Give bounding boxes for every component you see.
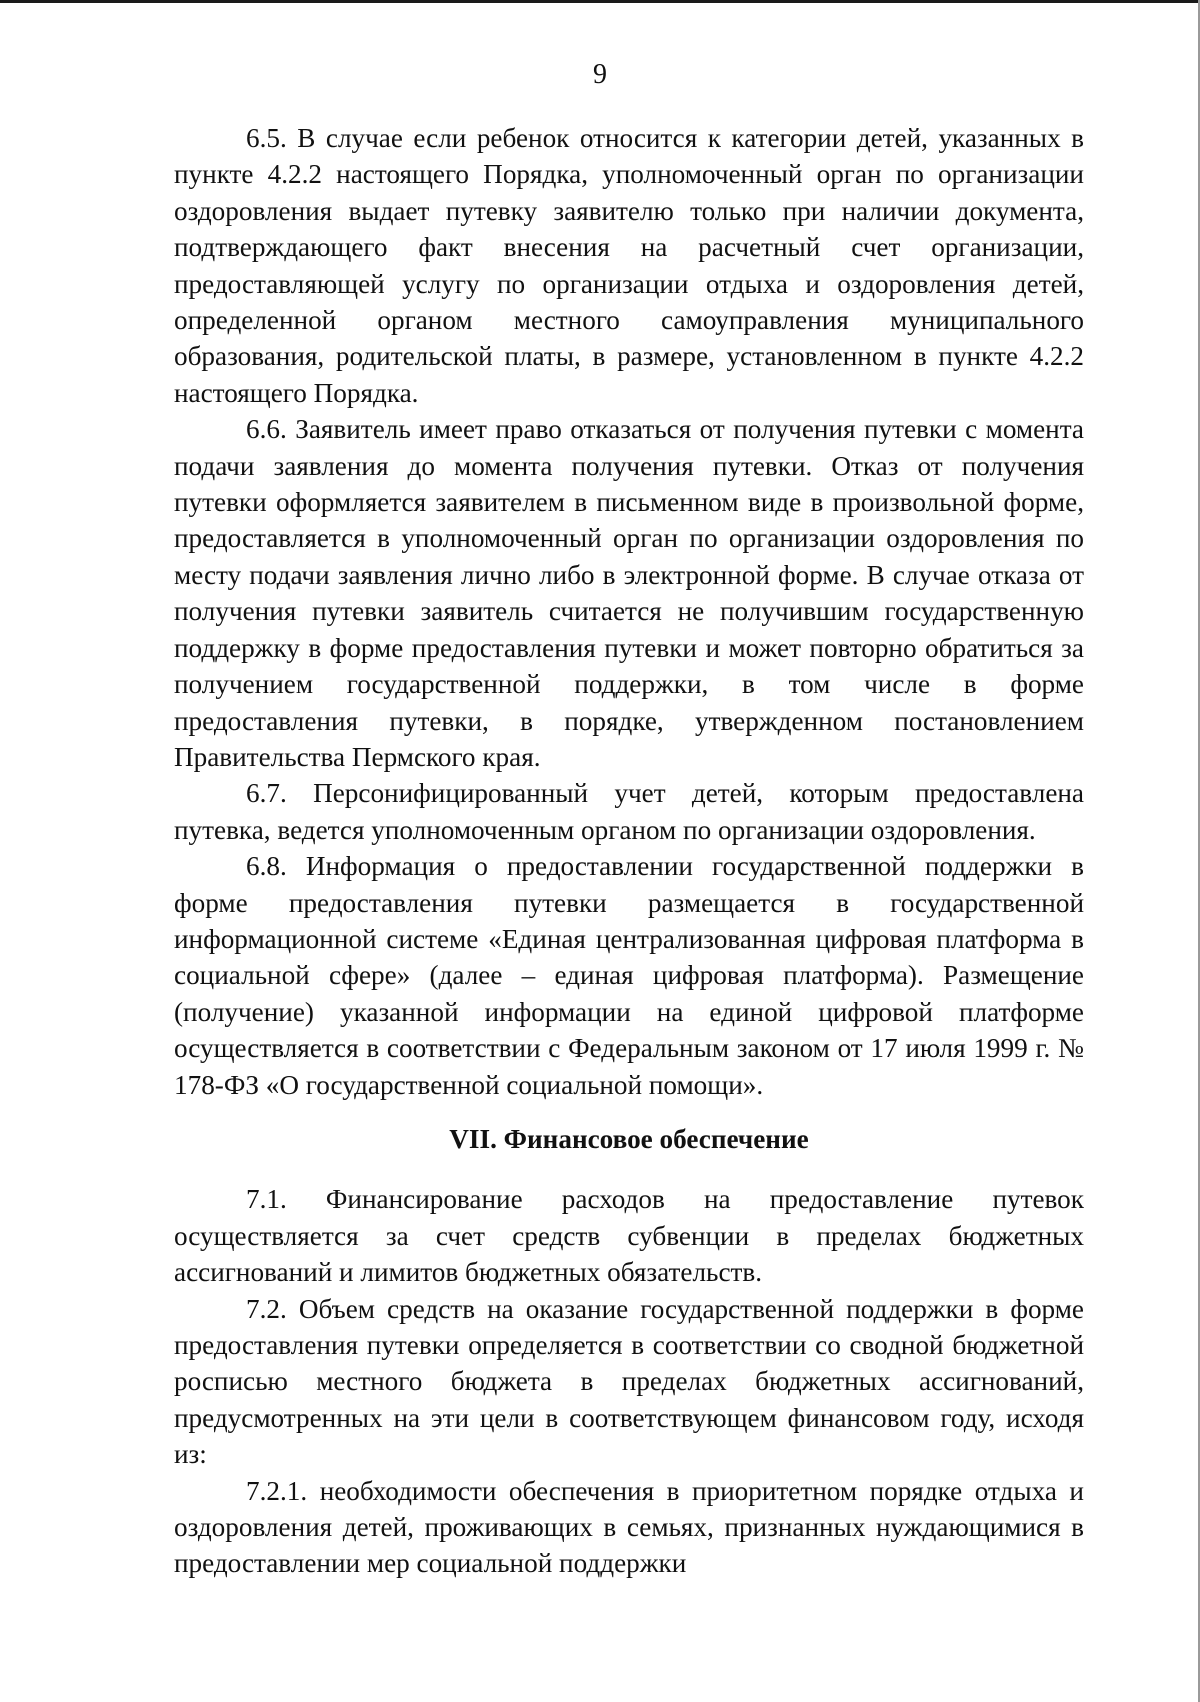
paragraph-7-1: 7.1. Финансирование расходов на предоставление путевок осуществляется за счет средств субвенции в пределах бюджетных ассигнований и лимитов бюджетных обязательств. — [174, 1184, 1084, 1288]
paragraph-6-5: 6.5. В случае если ребенок относится к категории детей, указанных в пункте 4.2.2 настоящего Порядка, уполномоченный орган по организации оздоровления выдает путевку заявителю только при наличии документа, подтверждающего факт внесения на расчетный счет организации, предоставляющей услугу по организации отдыха и оздоровления детей, определенной органом местного самоуправления муниципального образования, родительской платы, в размере, установленном в пункте 4.2.2 настоящего Порядка. — [174, 123, 1084, 408]
paragraph-7-2: 7.2. Объем средств на оказание государственной поддержки в форме предоставления путевки определяется в соответствии со сводной бюджетной росписью местного бюджета в пределах бюджетных ассигнований, предусмотренных на эти цели в соответствующем финансовом году, исходя из: — [174, 1293, 1084, 1470]
section-heading: VII. Финансовое обеспечение — [449, 1123, 809, 1154]
scan-edge-top — [0, 0, 1200, 3]
paragraph-6-7: 6.7. Персонифицированный учет детей, которым предоставлена путевка, ведется уполномоченным органом по организации оздоровления. — [174, 778, 1084, 845]
document-body — [174, 120, 1084, 1582]
paragraph-7-2-1: 7.2.1. необходимости обеспечения в приоритетном порядке отдыха и оздоровления детей, проживающих в семьях, признанных нуждающимися в предоставлении мер социальной поддержки — [174, 1475, 1084, 1579]
paragraph-6-8: 6.8. Информация о предоставлении государственной поддержки в форме предоставления путевки размещается в государственной информационной системе «Единая централизованная цифровая платформа в социальной сфере» (далее – единая цифровая платформа). Размещение (получение) указанной информации на единой цифровой платформе осуществляется в соответствии с Федеральным законом от 17 июля 1999 г. № 178-ФЗ «О государственной социальной помощи». — [174, 851, 1084, 1100]
page-number: 9 — [593, 59, 607, 90]
paragraph-6-6: 6.6. Заявитель имеет право отказаться от получения путевки с момента подачи заявления до момента получения путевки. Отказ от получения путевки оформляется заявителем в письменном виде в произвольной форме, предоставляется в уполномоченный орган по организации оздоровления по месту подачи заявления лично либо в электронной форме. В случае отказа от получения путевки заявитель считается не получившим государственную поддержку в форме предоставления путевки и может повторно обратиться за получением государственной поддержки, в том числе в форме предоставления путевки, в порядке, утвержденном постановлением Правительства Пермского края. — [174, 414, 1084, 772]
